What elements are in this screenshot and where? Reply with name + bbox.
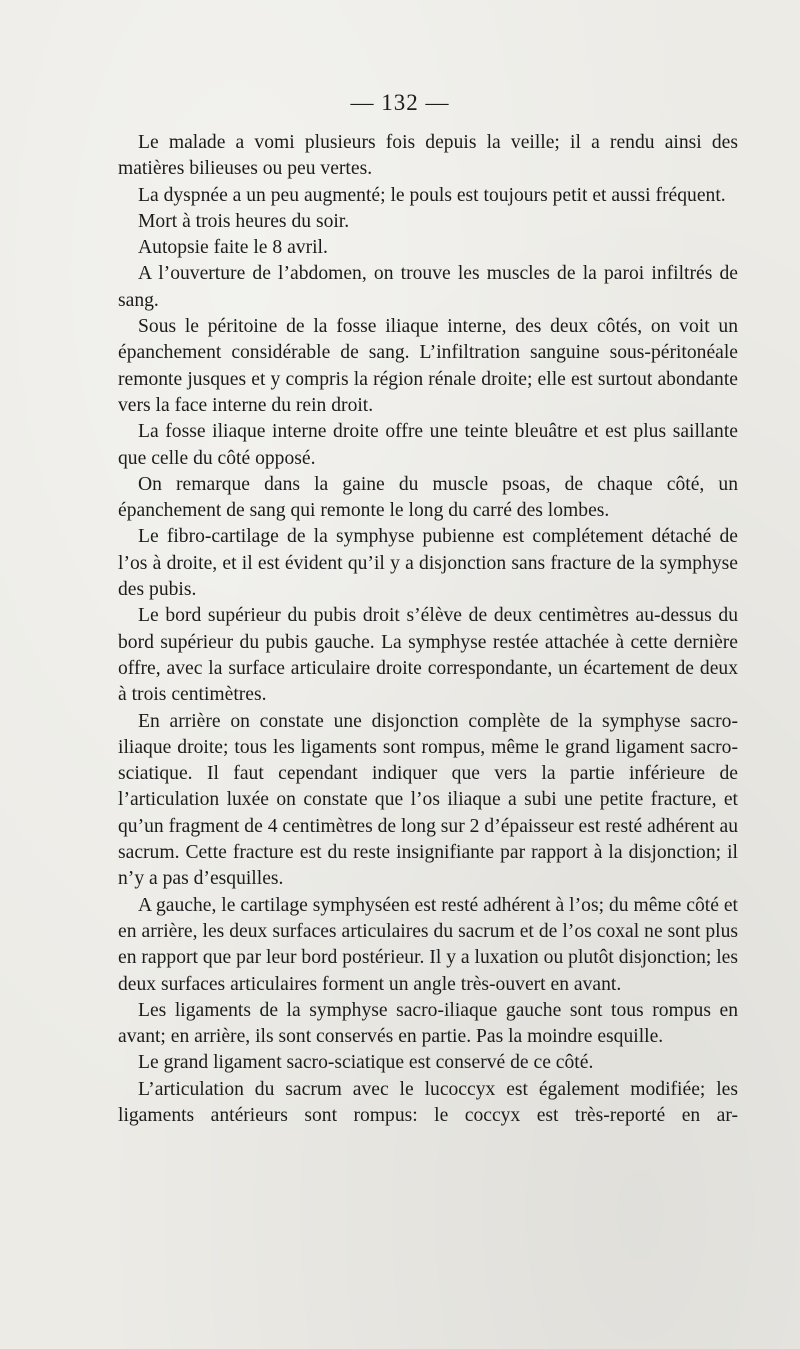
paragraph: Le malade a vomi plusieurs fois depuis la veille; il a rendu ainsi des matières bilieuses ou peu vertes.	[118, 132, 738, 180]
paragraph: La fosse iliaque interne droite offre une teinte bleuâtre et est plus saillante que celle du côté opposé.	[118, 421, 738, 469]
paragraph: Sous le péritoine de la fosse iliaque interne, des deux côtés, on voit un épanchement considérable de sang. L’infiltration sanguine sous-péritonéale remonte jusques et y compris la région rénale droite; elle est surtout abondante vers la face interne du rein droit.	[118, 316, 738, 416]
paragraph: Le fibro-cartilage de la symphyse pubienne est complétement détaché de l’os à droite, et il est évident qu’il y a disjonction sans fracture de la symphyse des pubis.	[118, 526, 738, 601]
paragraph: Autopsie faite le 8 avril.	[138, 237, 328, 259]
paragraph: En arrière on constate une disjonction complète de la symphyse sacro-iliaque droite; tous les ligaments sont rompus, même le grand ligament sacro-sciatique. Il faut cependant indiquer que vers la partie inférieure de l’articulation luxée on constate que l’os iliaque a subi une petite fracture, et qu’un fragment de 4 centimètres de long sur 2 d’épaisseur est resté adhérent au sacrum. Cette fracture est du reste insignifiante par rapport à la disjonction; il n’y a pas d’esquilles.	[118, 710, 738, 890]
paragraph: Le bord supérieur du pubis droit s’élève de deux centimètres au-dessus du bord supérieur du pubis gauche. La symphyse restée attachée à cette dernière offre, avec la surface articulaire droite correspondante, un écartement de deux à trois centimètres.	[118, 605, 738, 706]
paragraph: La dyspnée a un peu augmenté; le pouls est toujours petit et aussi fréquent.	[138, 184, 726, 206]
paragraph: Mort à trois heures du soir.	[138, 210, 350, 232]
paragraph: L’articulation du sacrum avec le lucoccyx est également modifiée; les ligaments antérieurs sont rompus: le coccyx est très-reporté en ar-	[118, 1078, 738, 1126]
paragraph: A gauche, le cartilage symphyséen est resté adhérent à l’os; du même côté et en arrière, les deux surfaces articulaires du sacrum et de l’os coxal ne sont plus en rapport que par leur bord postérieur. Il y a luxation ou plutôt disjonction; les deux surfaces articulaires forment un angle très-ouvert en avant.	[118, 894, 738, 995]
paragraph: A l’ouverture de l’abdomen, on trouve les muscles de la paroi infiltrés de sang.	[118, 263, 738, 311]
body-text	[118, 130, 738, 1129]
page-number: — 132 —	[350, 90, 450, 115]
paragraph: On remarque dans la gaine du muscle psoas, de chaque côté, un épanchement de sang qui remonte le long du carré des lombes.	[118, 473, 738, 522]
paragraph: Les ligaments de la symphyse sacro-iliaque gauche sont tous rompus en avant; en arrière, ils sont conservés en partie. Pas la moindre esquille.	[118, 999, 738, 1048]
paragraph: Le grand ligament sacro-sciatique est conservé de ce côté.	[138, 1052, 594, 1074]
